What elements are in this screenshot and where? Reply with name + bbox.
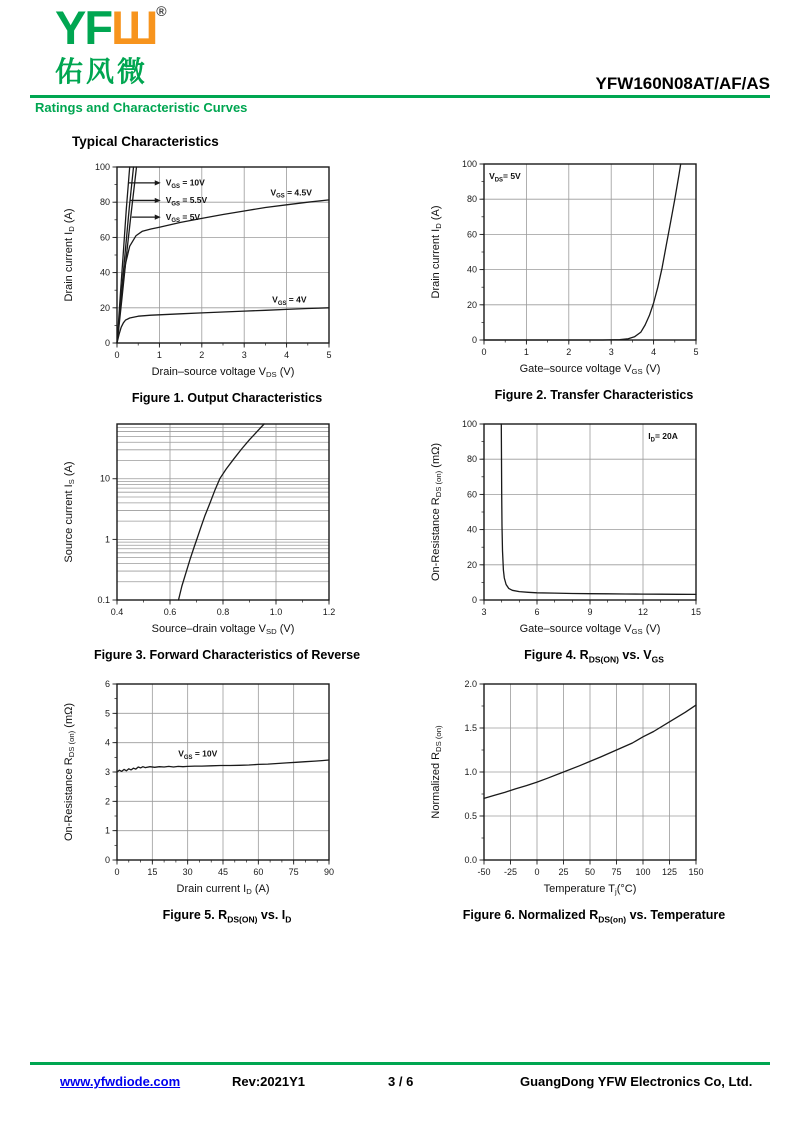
svg-text:Drain–source voltage VDS (V): Drain–source voltage $V_{DS}$ (V) [151, 366, 295, 380]
svg-text:75: 75 [611, 867, 622, 877]
company-name: GuangDong YFW Electronics Co, Ltd. [520, 1074, 753, 1089]
svg-text:Drain current ID (A): Drain current $I_D$ (A) [63, 208, 77, 302]
svg-text:1: 1 [104, 534, 110, 545]
figure-2-caption: Figure 2. Transfer Characteristics [494, 388, 694, 402]
yfw-logo [55, 1, 167, 54]
figure-3-caption: Figure 3. Forward Characteristics of Reverse [93, 648, 361, 662]
svg-text:Gate–source voltage VGS (V): Gate–source voltage $V_{GS}$ (V) [519, 623, 661, 637]
registered-trademark-icon: ® [156, 3, 167, 19]
svg-text:0.6: 0.6 [163, 607, 177, 617]
svg-text:VGS = 4V: $V_{GS} = 4V$ [272, 294, 307, 307]
svg-text:30: 30 [182, 867, 193, 877]
svg-text:9: 9 [587, 607, 593, 617]
svg-text:125: 125 [661, 867, 678, 877]
figure-6-caption: Figure 6. Normalized $R_{DS(on)}$ vs. Temperature [462, 908, 726, 925]
svg-text:VGS = 10V: $V_{GS} = 10V$ [165, 177, 205, 190]
svg-text:4: 4 [104, 737, 110, 748]
svg-text:12: 12 [637, 607, 649, 617]
figure-5-chart [57, 672, 397, 904]
figure-3-chart [57, 412, 397, 644]
svg-text:150: 150 [688, 867, 704, 877]
svg-text:6: 6 [534, 607, 540, 617]
svg-text:3: 3 [104, 767, 110, 777]
figure-5-caption: Figure 5. $R_{DS(ON)}$ vs. $I_D$ [162, 908, 292, 925]
svg-text:90: 90 [323, 867, 335, 877]
svg-text:ID= 20A: $I_D= 20A$ [648, 431, 678, 444]
figure-6-chart [424, 672, 764, 904]
figure-4-cell [424, 412, 764, 665]
figure-3-cell [57, 412, 397, 662]
svg-text:-50: -50 [477, 867, 491, 877]
figure-1-chart [57, 155, 397, 387]
svg-text:50: 50 [584, 867, 596, 877]
svg-text:0: 0 [471, 595, 477, 605]
figure-1-cell [57, 155, 397, 405]
svg-text:80: 80 [466, 454, 477, 465]
logo-text-orange: Ш [111, 1, 157, 54]
svg-text:VGS = 4.5V: $V_{GS} = 4.5V$ [270, 187, 312, 200]
svg-text:3: 3 [608, 347, 614, 357]
figure-4-chart [424, 412, 764, 644]
svg-text:1: 1 [523, 347, 529, 357]
svg-text:80: 80 [466, 194, 477, 205]
svg-text:40: 40 [99, 267, 110, 278]
svg-text:Gate–source voltage VGS (V): Gate–source voltage $V_{GS}$ (V) [519, 363, 661, 377]
svg-text:0: 0 [104, 338, 110, 348]
svg-text:Temperature Tj(°C): Temperature $T_j(^\circ C)$ [543, 883, 637, 897]
svg-text:1: 1 [156, 350, 162, 360]
svg-text:1.0: 1.0 [269, 607, 283, 617]
svg-text:On-Resistance RDS (on) (mΩ): On-Resistance $R_{DS (on)}$ (mΩ) [63, 702, 77, 842]
svg-text:25: 25 [558, 867, 569, 877]
svg-text:60: 60 [466, 229, 477, 240]
svg-text:0.8: 0.8 [216, 607, 230, 617]
svg-text:0: 0 [471, 335, 477, 345]
svg-text:VGS = 10V: $V_{GS} = 10V$ [178, 748, 218, 761]
header-divider-line [30, 95, 770, 98]
svg-text:1: 1 [104, 825, 110, 836]
svg-text:20: 20 [99, 302, 110, 313]
svg-text:On-Resistance RDS (on) (mΩ): On-Resistance $R_{DS (on)}$ (mΩ) [430, 442, 444, 582]
part-number-title: YFW160N08AT/AF/AS [595, 74, 770, 93]
svg-text:1.5: 1.5 [464, 723, 477, 733]
svg-text:0.4: 0.4 [110, 607, 124, 617]
svg-text:100: 100 [461, 419, 477, 429]
svg-text:0: 0 [114, 350, 120, 360]
svg-text:80: 80 [99, 197, 110, 208]
page-heading: Typical Characteristics [72, 134, 219, 149]
svg-text:2: 2 [566, 347, 572, 357]
svg-text:3: 3 [241, 350, 247, 360]
svg-text:20: 20 [466, 559, 477, 570]
svg-text:VGS = 5V: $V_{GS} = 5V$ [165, 211, 201, 225]
svg-text:6: 6 [104, 679, 110, 689]
svg-text:40: 40 [466, 524, 477, 535]
logo-chinese-name: 佑风微 [55, 56, 149, 87]
figure-2-chart [424, 152, 764, 384]
svg-text:5: 5 [326, 350, 332, 360]
svg-text:Source–drain voltage VSD (V): Source–drain voltage $V_{SD}$ (V) [151, 623, 295, 637]
svg-text:40: 40 [466, 264, 477, 275]
svg-text:Normalized RDS (on): Normalized $R_{DS (on)}$ [430, 725, 444, 819]
svg-text:0: 0 [104, 855, 110, 865]
footer-divider-line [30, 1062, 770, 1065]
figure-2-cell [424, 152, 764, 402]
svg-text:4: 4 [284, 350, 290, 360]
svg-text:Source current IS (A): Source current $I_S$ (A) [63, 461, 77, 563]
svg-text:5: 5 [104, 708, 110, 719]
svg-text:Drain current ID (A): Drain current $I_D$ (A) [430, 205, 444, 299]
svg-text:10: 10 [99, 473, 110, 484]
svg-text:0: 0 [481, 347, 487, 357]
svg-text:-25: -25 [503, 867, 518, 877]
section-title: Ratings and Characteristic Curves [35, 100, 248, 115]
figure-4-caption: Figure 4. $R_{DS(ON)}$ vs. $V_{GS}$ [524, 648, 664, 665]
svg-text:3: 3 [481, 607, 487, 617]
svg-text:100: 100 [635, 867, 651, 877]
svg-text:1.0: 1.0 [464, 767, 477, 777]
svg-text:0.5: 0.5 [464, 811, 477, 821]
svg-text:5: 5 [693, 347, 699, 357]
svg-text:45: 45 [217, 867, 229, 877]
svg-text:15: 15 [690, 607, 702, 617]
svg-text:0: 0 [534, 867, 540, 877]
figure-5-cell [57, 672, 397, 925]
svg-text:100: 100 [461, 159, 477, 169]
svg-text:1.2: 1.2 [322, 607, 336, 617]
svg-text:4: 4 [651, 347, 657, 357]
figure-6-cell [424, 672, 764, 925]
revision-label: Rev:2021Y1 [232, 1074, 305, 1089]
figure-1-caption: Figure 1. Output Characteristics [131, 391, 323, 405]
svg-text:VGS = 5.5V: $V_{GS} = 5.5V$ [165, 195, 208, 208]
svg-text:60: 60 [253, 867, 264, 877]
website-link[interactable]: www.yfwdiode.com [60, 1074, 181, 1089]
svg-text:0.1: 0.1 [97, 595, 110, 605]
svg-text:2: 2 [104, 796, 110, 807]
logo-text-green: YF [55, 1, 112, 54]
page-number: 3 / 6 [388, 1074, 414, 1089]
svg-text:VDS= 5V: $V_{DS}= 5V$ [489, 171, 521, 184]
svg-text:100: 100 [94, 162, 110, 172]
svg-text:0: 0 [114, 867, 120, 877]
svg-text:60: 60 [99, 232, 110, 243]
svg-text:0.0: 0.0 [464, 855, 477, 865]
svg-text:20: 20 [466, 299, 477, 310]
svg-text:15: 15 [147, 867, 158, 877]
svg-text:2.0: 2.0 [464, 679, 477, 689]
svg-text:60: 60 [466, 489, 477, 500]
svg-text:75: 75 [288, 867, 299, 877]
svg-text:2: 2 [199, 350, 205, 360]
svg-text:Drain current ID (A): Drain current $I_D$ (A) [176, 883, 270, 897]
